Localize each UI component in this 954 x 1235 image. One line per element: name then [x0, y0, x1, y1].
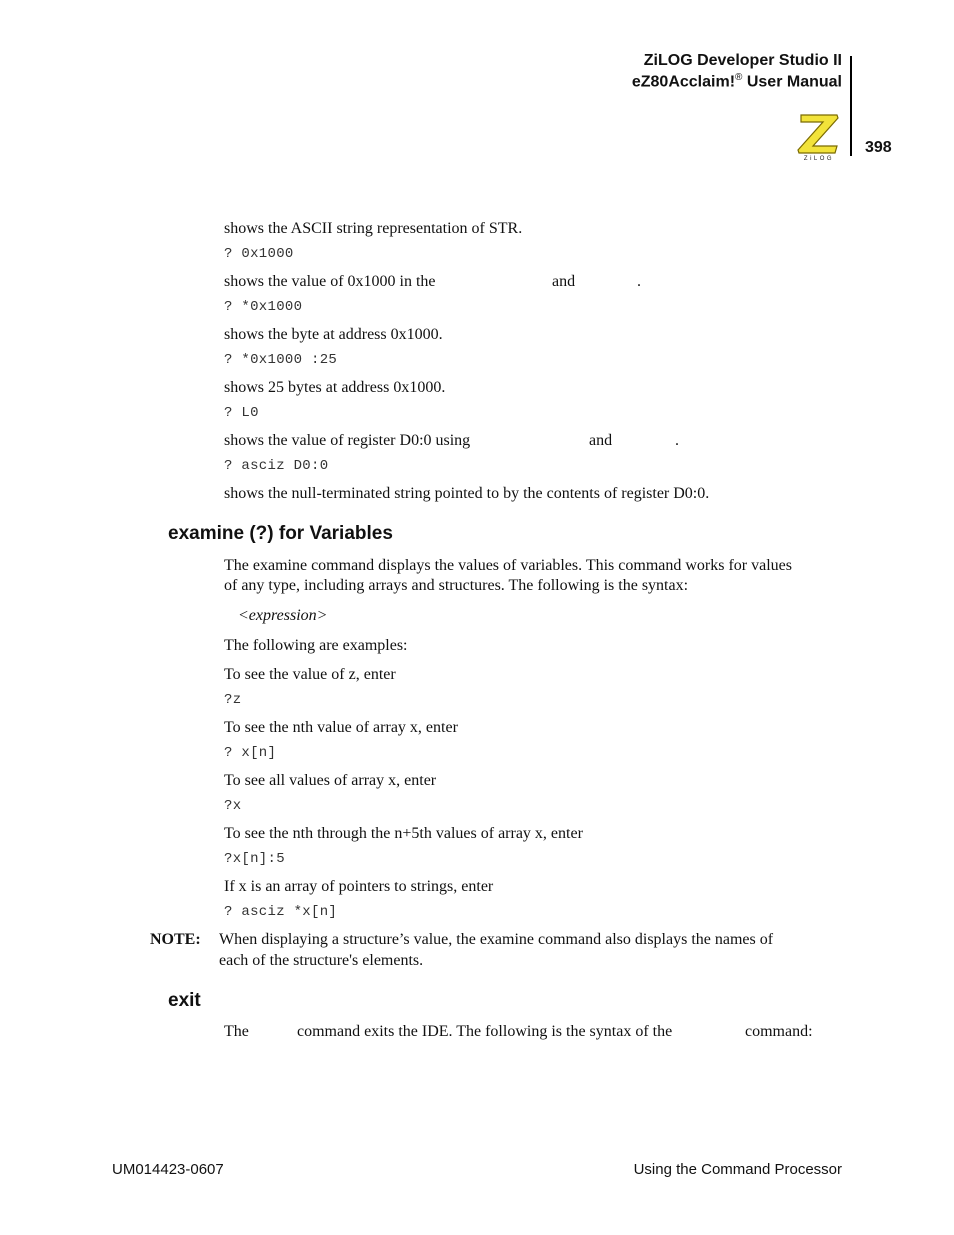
code-example-2: ? *0x1000	[224, 299, 303, 315]
examine-syntax: <expression>	[238, 607, 328, 624]
note-line1: When displaying a structure’s value, the examine command also displays the names of	[219, 931, 774, 948]
heading-exit: exit	[168, 990, 201, 1011]
exit-paragraph-b: command exits the IDE. The following is the syntax of the	[297, 1023, 673, 1040]
paragraph-null-terminated: shows the null-terminated string pointed to by the contents of register D0:0.	[224, 485, 710, 502]
logo-wordmark: ZiLOG	[803, 156, 835, 161]
examine-intro-line2: of any type, including arrays and structures. The following is the syntax:	[224, 577, 689, 594]
heading-examine-variables: examine (?) for Variables	[168, 523, 393, 544]
header-divider	[850, 56, 852, 156]
page-number: 398	[865, 139, 892, 156]
note-line2: each of the structure's elements.	[219, 952, 424, 969]
footer-chapter-title: Using the Command Processor	[633, 1161, 842, 1178]
example-3-text: To see all values of array x, enter	[224, 772, 437, 789]
example-5-code: ? asciz *x[n]	[224, 904, 338, 920]
code-example-4: ? L0	[224, 405, 259, 421]
paragraph-register-c: .	[675, 432, 679, 449]
header-title-line2	[632, 72, 842, 91]
paragraph-byte-address: shows the byte at address 0x1000.	[224, 326, 443, 343]
header-product-name: eZ80Acclaim!	[631, 73, 736, 91]
example-2-code: ? x[n]	[224, 745, 277, 761]
example-1-text: To see the value of z, enter	[224, 666, 396, 683]
paragraph-value-0x1000a: shows the value of 0x1000 in the	[224, 273, 436, 290]
code-example-1: ? 0x1000	[224, 246, 294, 262]
example-2-text: To see the nth value of array x, enter	[224, 719, 458, 736]
header-manual-name: User Manual	[742, 73, 842, 91]
footer-document-id: UM014423-0607	[112, 1161, 224, 1178]
example-3-code: ?x	[224, 798, 242, 814]
code-example-5: ? asciz D0:0	[224, 458, 329, 474]
zilog-logo	[795, 113, 843, 161]
paragraph-ascii-string: shows the ASCII string representation of STR.	[224, 220, 523, 237]
exit-paragraph-c: command:	[745, 1023, 813, 1040]
examine-intro-line1: The examine command displays the values of variables. This command works for values	[224, 557, 792, 574]
example-4-text: To see the nth through the n+5th values of array x, enter	[224, 825, 583, 842]
paragraph-register-a: shows the value of register D0:0 using	[224, 432, 471, 449]
paragraph-value-0x1000b: and	[552, 273, 576, 290]
example-4-code: ?x[n]:5	[224, 851, 285, 867]
header-title-line1: ZiLOG Developer Studio II	[643, 52, 842, 69]
paragraph-value-0x1000c: .	[637, 273, 641, 290]
example-5-text: If x is an array of pointers to strings, enter	[224, 878, 494, 895]
note-label: NOTE:	[150, 931, 201, 948]
code-example-3: ? *0x1000 :25	[224, 352, 338, 368]
paragraph-25-bytes: shows 25 bytes at address 0x1000.	[224, 379, 446, 396]
example-1-code: ?z	[224, 692, 242, 708]
exit-paragraph-a: The	[224, 1023, 249, 1040]
paragraph-register-b: and	[589, 432, 613, 449]
examples-intro: The following are examples:	[224, 637, 408, 654]
registered-mark: ®	[735, 72, 743, 83]
